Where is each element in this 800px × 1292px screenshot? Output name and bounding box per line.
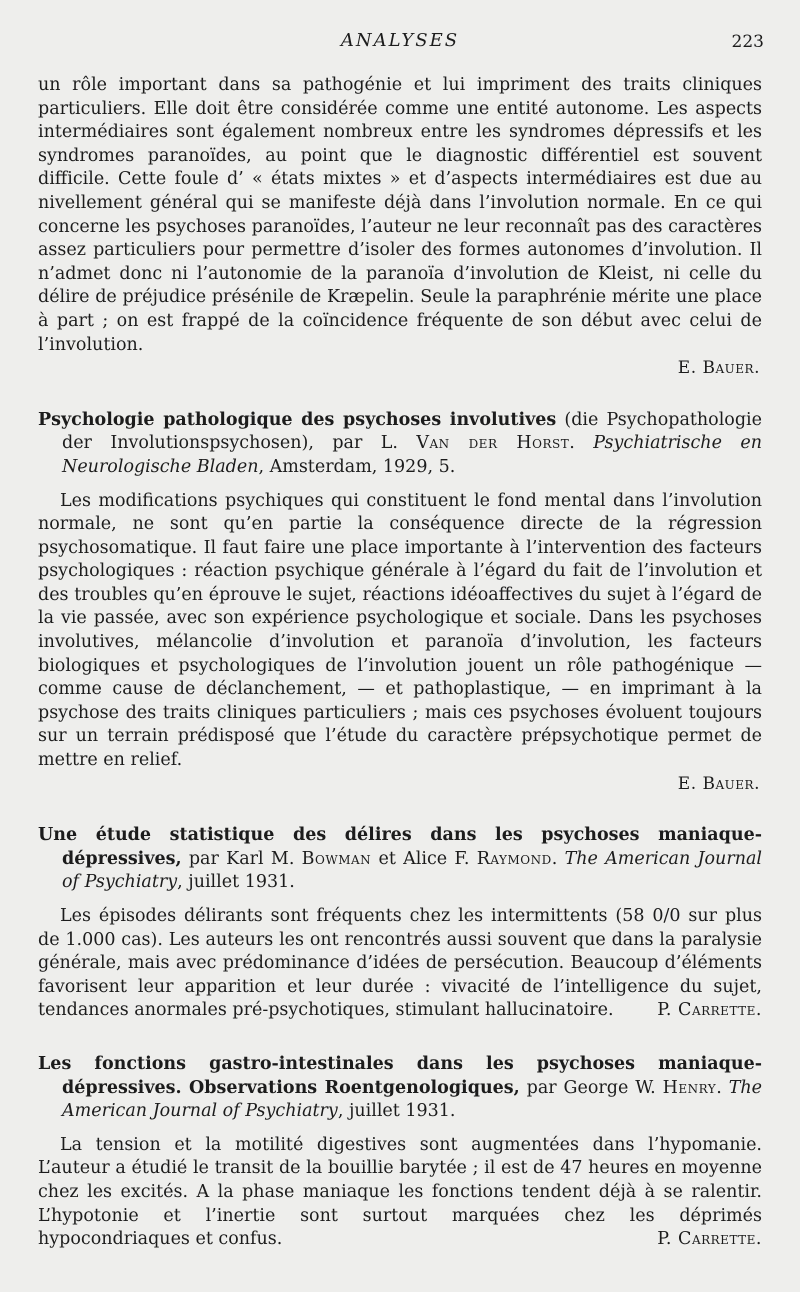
article-title: Les fonctions gastro-intestinales dans les psychoses maniaque-dépressives. Observations Roentgenologiques,: [38, 1053, 762, 1098]
article-title: Psychologie pathologique des psychoses involutives: [38, 409, 557, 430]
page-content: [38, 74, 762, 1252]
article-subtitle: (die Psychopathologie der Involutionspsychosen), par L.: [62, 409, 763, 454]
article-details: , juillet 1931.: [337, 1101, 456, 1122]
article-author: Van der Horst: [416, 433, 570, 454]
article-body-text: La tension et la motilité digestives sont augmentées dans l’hypomanie. L’auteur a étudié le transit de la bouillie barytée ; il est de 47 heures en moyenne chez les excités. A la phase maniaque les fonctions tendent déjà à se ralentir. L’hypotonie et l’inertie sont surtout marquées chez les déprimés hypocondriaques et confus.: [38, 1134, 762, 1250]
article-signature: E. Bauer.: [677, 773, 760, 794]
article-journal: The American Journal of Psychiatry: [62, 848, 762, 893]
article-subtitle: par George W.: [519, 1077, 663, 1098]
article-details: , Amsterdam, 1929, 5.: [258, 456, 456, 477]
continuation-signature: E. Bauer.: [677, 358, 760, 379]
article-signature: P. Carrette.: [657, 1000, 762, 1021]
page-number: 223: [731, 32, 764, 52]
article-details: , juillet 1931.: [177, 872, 295, 893]
article-author2-prefix: et Alice F.: [371, 848, 477, 869]
article-reference: Psychologie pathologique des psychoses involutives (die Psychopathologie der Involutionspsychosen), par L. Van der Horst. Psychiatrische en Neurologische Bladen, Amsterdam, 1929, 5.: [38, 409, 763, 477]
running-title: ANALYSES: [340, 30, 460, 51]
article-body: Les modifications psychiques qui constituent le fond mental dans l’involution normale, ne sont qu’en partie la conséquence directe de la régression psychosomatique. Il faut faire une place importante à l’intervention des facteurs psychologiques : réaction psychique générale à l’égard du fait de l’involution et des troubles qu’en éprouve le sujet, réactions idéoaffectives du sujet à l’égard de la vie passée, avec son expérience psychologique et sociale. Dans les psychoses involutives, mélancolie d’involution et paranoïa d’involution, les facteurs biologiques et psychologiques de l’involution jouent un rôle pathogénique — comme cause de déclanchement, — et pathoplastique, — en imprimant à la psychose des traits cliniques particuliers ; mais ces psychoses évoluent toujours sur un terrain prédisposé que l’étude du caractère prépsychotique permet de mettre en relief.: [38, 490, 762, 771]
article-author2: Raymond: [476, 848, 552, 869]
article-body: [38, 1134, 762, 1252]
article-body: [38, 905, 762, 1023]
page-header: [0, 30, 800, 56]
article-author: Henry: [662, 1077, 717, 1098]
article-subtitle: par Karl M.: [181, 848, 302, 869]
article-reference: Une étude statistique des délires dans les psychoses maniaque-dépressives, par Karl M. Bowman et Alice F. Raymond. The American Journal of Psychiatry, juillet 1931.: [38, 825, 762, 893]
article-journal: Psychiatrische en Neurologische Bladen: [62, 433, 762, 477]
continuation-paragraph: un rôle important dans sa pathogénie et lui impriment des traits cliniques particuliers. Elle doit être considérée comme une entité autonome. Les aspects intermédiaires sont également nombreux entre les syndromes dépressifs et les syndromes paranoïdes, au point que le diagnostic différentiel est souvent difficile. Cette foule d’ « états mixtes » et d’aspects intermédiaires est due au nivellement général qui se manifeste déjà dans l’involution normale. En ce qui concerne les psychoses paranoïdes, l’auteur ne leur reconnaît pas des caractères assez particuliers pour permettre d’isoler des formes autonomes d’involution. Il n’admet donc ni l’autonomie de la paranoïa d’involution de Kleist, ni celle du délire de préjudice présénile de Kræpelin. Seule la paraphrénie mérite une place à part ; on est frappé de la coïncidence fréquente de son début avec celui de l’involution.: [38, 75, 762, 355]
article-author: Bowman: [301, 848, 372, 869]
article-journal: The American Journal of Psychiatry: [62, 1077, 762, 1122]
article-body-text: Les épisodes délirants sont fréquents chez les intermittents (58 0/0 sur plus de 1.000 cas). Les auteurs les ont rencontrés aussi souvent que dans la paralysie générale, mais avec prédominance d’idées de persécution. Beaucoup d’éléments favorisent leur apparition et leur durée : vivacité de l’intelligence du sujet, tendances anormales pré-psychotiques, stimulant hallucinatoire.: [38, 906, 762, 1021]
article-title: Une étude statistique des délires dans les psychoses maniaque-dépressives,: [38, 825, 762, 869]
article-reference: Les fonctions gastro-intestinales dans les psychoses maniaque-dépressives. Observations Roentgenologiques, par George W. Henry. The American Journal of Psychiatry, juillet 1931.: [38, 1053, 762, 1122]
article-signature: P. Carrette.: [657, 1229, 762, 1250]
